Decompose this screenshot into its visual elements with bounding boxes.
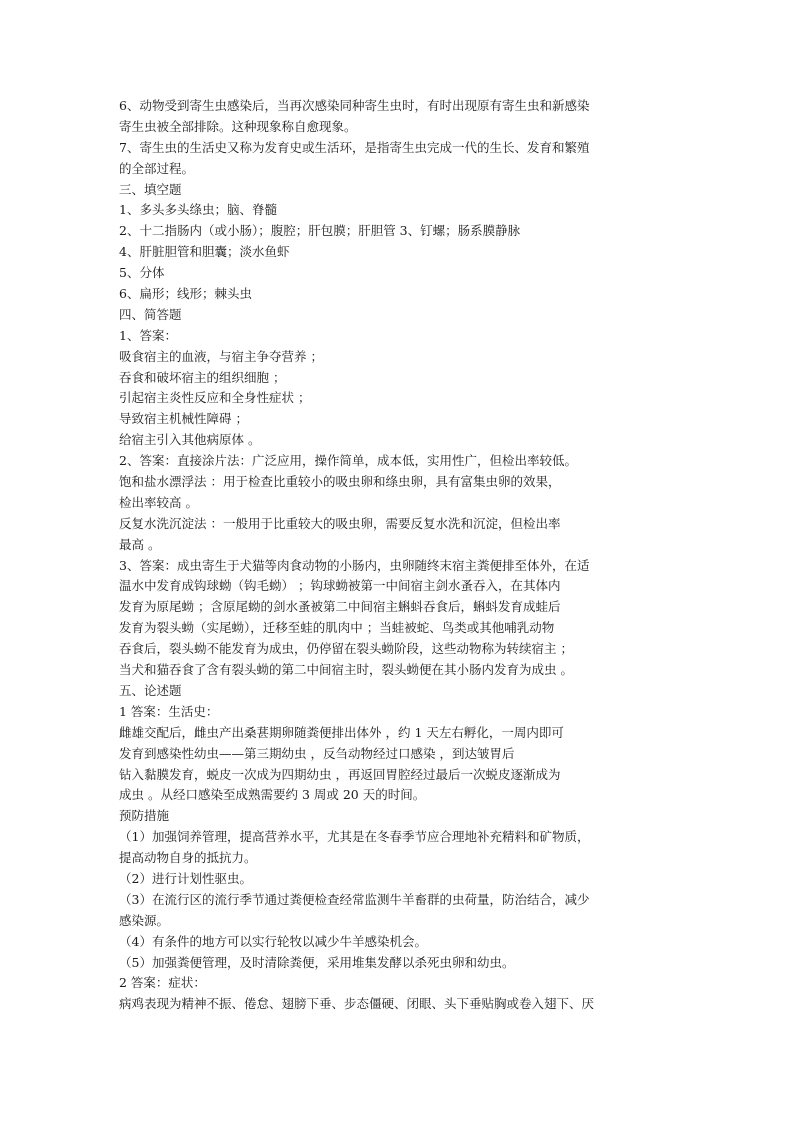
text-line: 发育为原尾蚴 ；含原尾蚴的剑水蚤被第二中间宿主蝌蚪吞食后，蝌蚪发育成蛙后 <box>119 599 561 615</box>
text-line: 引起宿主炎性反应和全身性症状 ； <box>119 390 311 406</box>
text-line: 寄生虫被全部排除。这种现象称自愈现象。 <box>119 118 357 134</box>
text-line: 3、答案：成虫寄生于犬猫等肉食动物的小肠内，虫卵随终末宿主粪便排至体外，在适 <box>119 557 590 573</box>
text-line: 三、填空题 <box>119 181 182 197</box>
text-line: 最高 。 <box>119 536 161 552</box>
text-line: 2、十二指肠内（或小肠）；腹腔；肝包膜；肝胆管 3、钉螺；肠系膜静脉 <box>119 223 521 239</box>
text-line: 1、答案： <box>119 327 177 343</box>
text-line: 2、答案：直接涂片法：广泛应用，操作简单，成本低，实用性广，但检出率较低。 <box>119 453 577 469</box>
text-line: 5、分体 <box>119 265 165 281</box>
text-line: 吞食后，裂头蚴不能发育为成虫，仍停留在裂头蚴阶段，这些动物称为转续宿主 ； <box>119 641 573 657</box>
text-line: 7、寄生虫的生活史又称为发育史或生活环，是指寄生虫完成一代的生长、发育和繁殖 <box>119 139 590 155</box>
text-line: 6、扁形；线形；棘头虫 <box>119 286 252 302</box>
text-line: 温水中发育成钩球蚴（钩毛蚴） ；钩球蚴被第一中间宿主剑水蚤吞入，在其体内 <box>119 578 561 594</box>
text-line: 提高动物自身的抵抗力。 <box>119 850 257 866</box>
text-line: （2）进行计划性驱虫。 <box>119 870 252 886</box>
text-line: 吸食宿主的血液，与宿主争夺营养 ； <box>119 348 323 364</box>
text-line: 1、多头多头绦虫；脑、脊髓 <box>119 202 277 218</box>
text-line: 给宿主引入其他病原体 。 <box>119 432 261 448</box>
text-line: 发育为裂头蚴（实尾蚴），迁移至蛙的肌肉中 ；当蛙被蛇、鸟类或其他哺乳动物 <box>119 620 555 636</box>
text-line: （3）在流行区的流行季节通过粪便检查经常监测牛羊畜群的虫荷量，防治结合，减少 <box>119 891 590 907</box>
text-line: 预防措施 <box>119 808 170 824</box>
text-line: （4）有条件的地方可以实行轮牧以减少牛羊感染机会。 <box>119 933 427 949</box>
text-line: （5）加强粪便管理，及时清除粪便，采用堆集发酵以杀死虫卵和幼虫。 <box>119 954 515 970</box>
text-line: 发育到感染性幼虫——第三期幼虫 ，反刍动物经过口感染 ，到达皱胃后 <box>119 745 515 761</box>
text-line: 吞食和破坏宿主的组织细胞 ； <box>119 369 286 385</box>
text-line: 钻入黏膜发育，蜕皮一次成为四期幼虫 ，再返回胃腔经过最后一次蜕皮逐渐成为 <box>119 766 561 782</box>
text-line: 反复水洗沉淀法 ：一般用于比重较大的吸虫卵，需要反复水洗和沉淀，但检出率 <box>119 515 561 531</box>
text-line: 6、动物受到寄生虫感染后，当再次感染同种寄生虫时，有时出现原有寄生虫和新感染 <box>119 98 590 113</box>
text-line: 病鸡表现为精神不振、倦怠、翅膀下垂、步态僵硬、闭眼、头下垂贴胸或卷入翅下、厌 <box>119 996 595 1012</box>
text-line: 的全部过程。 <box>119 160 195 176</box>
text-line: 饱和盐水漂浮法 ：用于检查比重较小的吸虫卵和绦虫卵，具有富集虫卵的效果， <box>119 474 561 490</box>
text-line: 四、简答题 <box>119 306 182 322</box>
text-line: （1）加强饲养管理，提高营养水平，尤其是在冬春季节应合理地补充精料和矿物质， <box>119 829 590 845</box>
text-line: 1 答案：生活史： <box>119 703 219 719</box>
text-line: 五、论述题 <box>119 682 182 698</box>
document-page <box>119 96 639 1015</box>
text-line: 导致宿主机械性障碍 ； <box>119 411 248 427</box>
text-line: 成虫 。从经口感染至成熟需要约 3 周或 20 天的时间。 <box>119 787 426 803</box>
text-line: 4、肝脏胆管和胆囊；淡水鱼虾 <box>119 244 290 260</box>
text-line: 当犬和猫吞食了含有裂头蚴的第二中间宿主时，裂头蚴便在其小肠内发育为成虫 。 <box>119 662 573 678</box>
text-line: 检出率较高 。 <box>119 494 198 510</box>
text-line: 感染源。 <box>119 912 170 928</box>
text-line: 2 答案：症状： <box>119 975 206 991</box>
text-line: 雌雄交配后，雌虫产出桑葚期卵随粪便排出体外 ，约 1 天左右孵化，一周内即可 <box>119 724 564 740</box>
